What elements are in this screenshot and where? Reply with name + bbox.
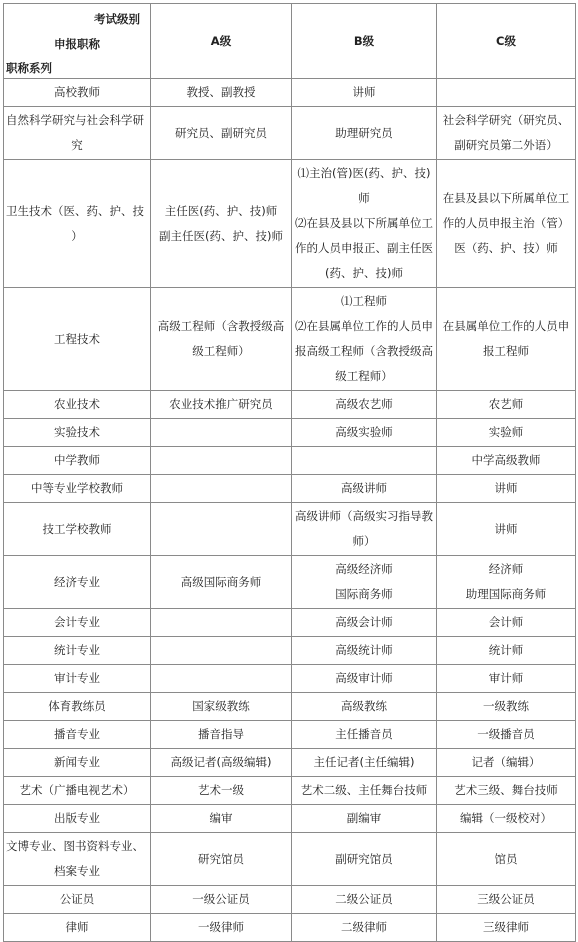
table-row — [4, 107, 576, 160]
cell-line: 出版专业 — [54, 811, 100, 825]
cell-line: 二级公证员 — [335, 892, 393, 906]
series-cell — [4, 637, 151, 665]
cell-line: 高级审计师 — [335, 671, 393, 685]
c-level-cell — [437, 288, 576, 391]
c-level-cell — [437, 391, 576, 419]
table-row — [4, 637, 576, 665]
cell-line: 经济专业 — [54, 574, 100, 589]
cell-line: 编辑（一级校对） — [460, 811, 552, 825]
a-level-cell — [151, 419, 292, 447]
table-row — [4, 391, 576, 419]
cell-line: 文博专业、图书资料专业、 — [6, 839, 144, 853]
cell-line: 卫生技术（医、药、护、技 — [6, 203, 144, 218]
cell-line: 高级讲师 — [341, 481, 387, 495]
table-row — [4, 419, 576, 447]
cell-line: (药、护、技)师 — [325, 266, 403, 280]
a-level-cell — [151, 503, 292, 556]
cell-line: 副研究员第二外语） — [454, 138, 558, 152]
series-cell — [4, 107, 151, 160]
table-row — [4, 833, 576, 886]
series-cell — [4, 693, 151, 721]
b-level-cell — [292, 721, 437, 749]
c-level-cell — [437, 886, 576, 914]
cell-line: ⑵在县属单位工作的人员申 — [295, 319, 433, 333]
header-corner-cell — [4, 4, 151, 79]
table-row — [4, 914, 576, 942]
a-level-cell — [151, 475, 292, 503]
cell-line: 高校教师 — [54, 85, 100, 99]
cell-line: 经济师 — [488, 562, 524, 576]
cell-line: 讲师 — [494, 521, 518, 536]
a-level-cell — [151, 886, 292, 914]
cell-line: 主任播音员 — [335, 727, 393, 741]
cell-line: ⑴工程师 — [341, 294, 387, 308]
cell-line: 艺术二级、主任舞台技师 — [300, 783, 428, 797]
cell-line: 师 — [358, 191, 370, 205]
cell-line: 在县及县以下所属单位工 — [442, 191, 570, 205]
cell-line: 中等专业学校教师 — [31, 481, 123, 495]
b-level-cell — [292, 637, 437, 665]
c-level-cell — [437, 447, 576, 475]
cell-line: 三级律师 — [483, 920, 529, 934]
cell-line: 医（药、护、技）师 — [454, 241, 558, 255]
a-level-cell — [151, 288, 292, 391]
cell-line: 国家级教练 — [192, 699, 250, 713]
cell-line: 一级教练 — [483, 699, 529, 713]
c-level-cell — [437, 609, 576, 637]
cell-line: 实验师 — [488, 425, 524, 439]
header-exam-level: 考试级别 — [94, 12, 140, 26]
header-row — [4, 4, 576, 79]
a-level-cell — [151, 447, 292, 475]
c-level-cell — [437, 665, 576, 693]
table-row — [4, 886, 576, 914]
c-level-cell — [437, 721, 576, 749]
cell-line: 统计师 — [488, 643, 524, 657]
cell-line: 高级国际商务师 — [180, 574, 262, 589]
cell-line: 体育教练员 — [48, 699, 106, 713]
b-level-cell — [292, 749, 437, 777]
cell-line: 在县属单位工作的人员申 — [442, 319, 570, 333]
cell-line: 记者（编辑） — [471, 755, 541, 769]
c-level-cell — [437, 79, 576, 107]
cell-line: 审计专业 — [54, 671, 100, 685]
series-cell — [4, 609, 151, 637]
cell-line: 副编审 — [346, 811, 382, 825]
cell-line: 会计专业 — [54, 615, 100, 629]
a-level-cell — [151, 107, 292, 160]
cell-line: 教授、副教授 — [186, 85, 256, 99]
c-level-cell — [437, 556, 576, 609]
cell-line: 一级播音员 — [477, 727, 535, 741]
series-cell — [4, 665, 151, 693]
a-level-cell — [151, 637, 292, 665]
cell-line: 馆员 — [494, 851, 518, 866]
b-level-cell — [292, 609, 437, 637]
series-cell — [4, 749, 151, 777]
cell-line: 助理国际商务师 — [465, 587, 547, 601]
cell-line: 报工程师 — [483, 344, 529, 358]
table-row — [4, 721, 576, 749]
title-exam-level-table — [3, 3, 576, 942]
cell-line: 高级记者(高级编辑) — [170, 755, 272, 769]
table-row — [4, 79, 576, 107]
b-level-cell — [292, 447, 437, 475]
cell-line: 作的人员申报正、副主任医 — [295, 241, 433, 255]
cell-line: 高级统计师 — [335, 643, 393, 657]
cell-line: 讲师 — [494, 481, 518, 495]
table-row — [4, 777, 576, 805]
series-cell — [4, 805, 151, 833]
table-row — [4, 556, 576, 609]
cell-line: 副研究馆员 — [335, 851, 393, 866]
c-level-cell — [437, 503, 576, 556]
a-level-cell — [151, 805, 292, 833]
cell-line: 律师 — [65, 920, 89, 934]
cell-line: 中学教师 — [54, 453, 100, 467]
c-level-cell — [437, 914, 576, 942]
cell-line: 新闻专业 — [54, 755, 100, 769]
c-level-cell — [437, 419, 576, 447]
cell-line: 究 — [71, 138, 83, 152]
cell-line: 助理研究员 — [335, 125, 393, 140]
header-declared-title: 申报职称 — [54, 37, 100, 51]
c-level-cell — [437, 107, 576, 160]
cell-line: 播音指导 — [198, 727, 244, 741]
b-level-cell — [292, 79, 437, 107]
cell-line: 公证员 — [59, 892, 95, 906]
cell-line: 高级农艺师 — [335, 397, 393, 411]
a-level-cell — [151, 721, 292, 749]
cell-line: 研究员、副研究员 — [175, 125, 267, 140]
b-level-cell — [292, 419, 437, 447]
header-col-c: C级 — [437, 4, 576, 79]
cell-line: ） — [71, 228, 83, 243]
table-row — [4, 693, 576, 721]
cell-line: 审计师 — [488, 671, 524, 685]
b-level-cell — [292, 160, 437, 288]
series-cell — [4, 777, 151, 805]
b-level-cell — [292, 288, 437, 391]
cell-line: 农业技术推广研究员 — [169, 397, 273, 411]
cell-line: 实验技术 — [54, 425, 100, 439]
c-level-cell — [437, 749, 576, 777]
table-row — [4, 665, 576, 693]
table-row — [4, 160, 576, 288]
series-cell — [4, 556, 151, 609]
cell-line: 研究馆员 — [198, 851, 244, 866]
b-level-cell — [292, 833, 437, 886]
table-row — [4, 609, 576, 637]
a-level-cell — [151, 749, 292, 777]
cell-line: 编审 — [209, 811, 233, 825]
cell-line: 主任记者(主任编辑) — [313, 755, 415, 769]
cell-line: 三级公证员 — [477, 892, 535, 906]
c-level-cell — [437, 833, 576, 886]
header-col-a: A级 — [151, 4, 292, 79]
table-row — [4, 503, 576, 556]
cell-line: 级工程师） — [335, 369, 393, 383]
header-col-b: B级 — [292, 4, 437, 79]
cell-line: 一级律师 — [198, 920, 244, 934]
cell-line: 国际商务师 — [335, 587, 393, 601]
a-level-cell — [151, 391, 292, 419]
series-cell — [4, 288, 151, 391]
series-cell — [4, 391, 151, 419]
c-level-cell — [437, 805, 576, 833]
cell-line: 高级会计师 — [335, 615, 393, 629]
a-level-cell — [151, 914, 292, 942]
cell-line: 统计专业 — [54, 643, 100, 657]
a-level-cell — [151, 777, 292, 805]
cell-line: 艺术一级 — [198, 783, 244, 797]
cell-line: 自然科学研究与社会科学研 — [6, 113, 144, 127]
b-level-cell — [292, 503, 437, 556]
table-row — [4, 749, 576, 777]
a-level-cell — [151, 693, 292, 721]
a-level-cell — [151, 79, 292, 107]
b-level-cell — [292, 556, 437, 609]
series-cell — [4, 160, 151, 288]
b-level-cell — [292, 475, 437, 503]
c-level-cell — [437, 475, 576, 503]
b-level-cell — [292, 665, 437, 693]
b-level-cell — [292, 107, 437, 160]
series-cell — [4, 833, 151, 886]
cell-line: 二级律师 — [341, 920, 387, 934]
table-row — [4, 447, 576, 475]
c-level-cell — [437, 160, 576, 288]
cell-line: 高级工程师（含教授级高 — [157, 319, 285, 333]
cell-line: 技工学校教师 — [42, 521, 112, 536]
header-title-series: 职称系列 — [6, 61, 52, 75]
cell-line: 作的人员申报主治（管） — [442, 216, 570, 230]
b-level-cell — [292, 914, 437, 942]
series-cell — [4, 419, 151, 447]
cell-line: 农业技术 — [54, 397, 100, 411]
a-level-cell — [151, 833, 292, 886]
cell-line: 高级教练 — [341, 699, 387, 713]
b-level-cell — [292, 391, 437, 419]
cell-line: 级工程师） — [192, 344, 250, 358]
cell-line: 副主任医(药、护、技)师 — [159, 228, 283, 243]
series-cell — [4, 886, 151, 914]
cell-line: 一级公证员 — [192, 892, 250, 906]
c-level-cell — [437, 777, 576, 805]
cell-line: 讲师 — [352, 85, 376, 99]
series-cell — [4, 721, 151, 749]
cell-line: 主任医(药、护、技)师 — [164, 203, 278, 218]
cell-line: 艺术（广播电视艺术） — [19, 783, 135, 797]
b-level-cell — [292, 693, 437, 721]
table-row — [4, 288, 576, 391]
cell-line: 报高级工程师（含教授级高 — [295, 344, 433, 358]
b-level-cell — [292, 777, 437, 805]
cell-line: ⑴主治(管)医(药、护、技) — [297, 166, 431, 180]
series-cell — [4, 79, 151, 107]
table-row — [4, 475, 576, 503]
cell-line: 高级讲师（高级实习指导教 — [295, 509, 433, 523]
cell-line: 高级经济师 — [335, 562, 393, 576]
a-level-cell — [151, 556, 292, 609]
cell-line: 艺术三级、舞台技师 — [454, 783, 558, 797]
cell-line: 师） — [352, 534, 376, 548]
cell-line: 高级实验师 — [335, 425, 393, 439]
cell-line: 播音专业 — [54, 727, 100, 741]
cell-line: 会计师 — [488, 615, 524, 629]
cell-line: 社会科学研究（研究员、 — [442, 113, 570, 127]
cell-line: 农艺师 — [488, 397, 524, 411]
b-level-cell — [292, 805, 437, 833]
series-cell — [4, 503, 151, 556]
a-level-cell — [151, 609, 292, 637]
cell-line: ⑵在县及县以下所属单位工 — [295, 216, 433, 230]
a-level-cell — [151, 160, 292, 288]
a-level-cell — [151, 665, 292, 693]
c-level-cell — [437, 637, 576, 665]
series-cell — [4, 914, 151, 942]
cell-line: 档案专业 — [54, 864, 100, 878]
cell-line: 工程技术 — [54, 331, 100, 346]
cell-line: 中学高级教师 — [471, 453, 541, 467]
b-level-cell — [292, 886, 437, 914]
series-cell — [4, 475, 151, 503]
series-cell — [4, 447, 151, 475]
table-row — [4, 805, 576, 833]
c-level-cell — [437, 693, 576, 721]
